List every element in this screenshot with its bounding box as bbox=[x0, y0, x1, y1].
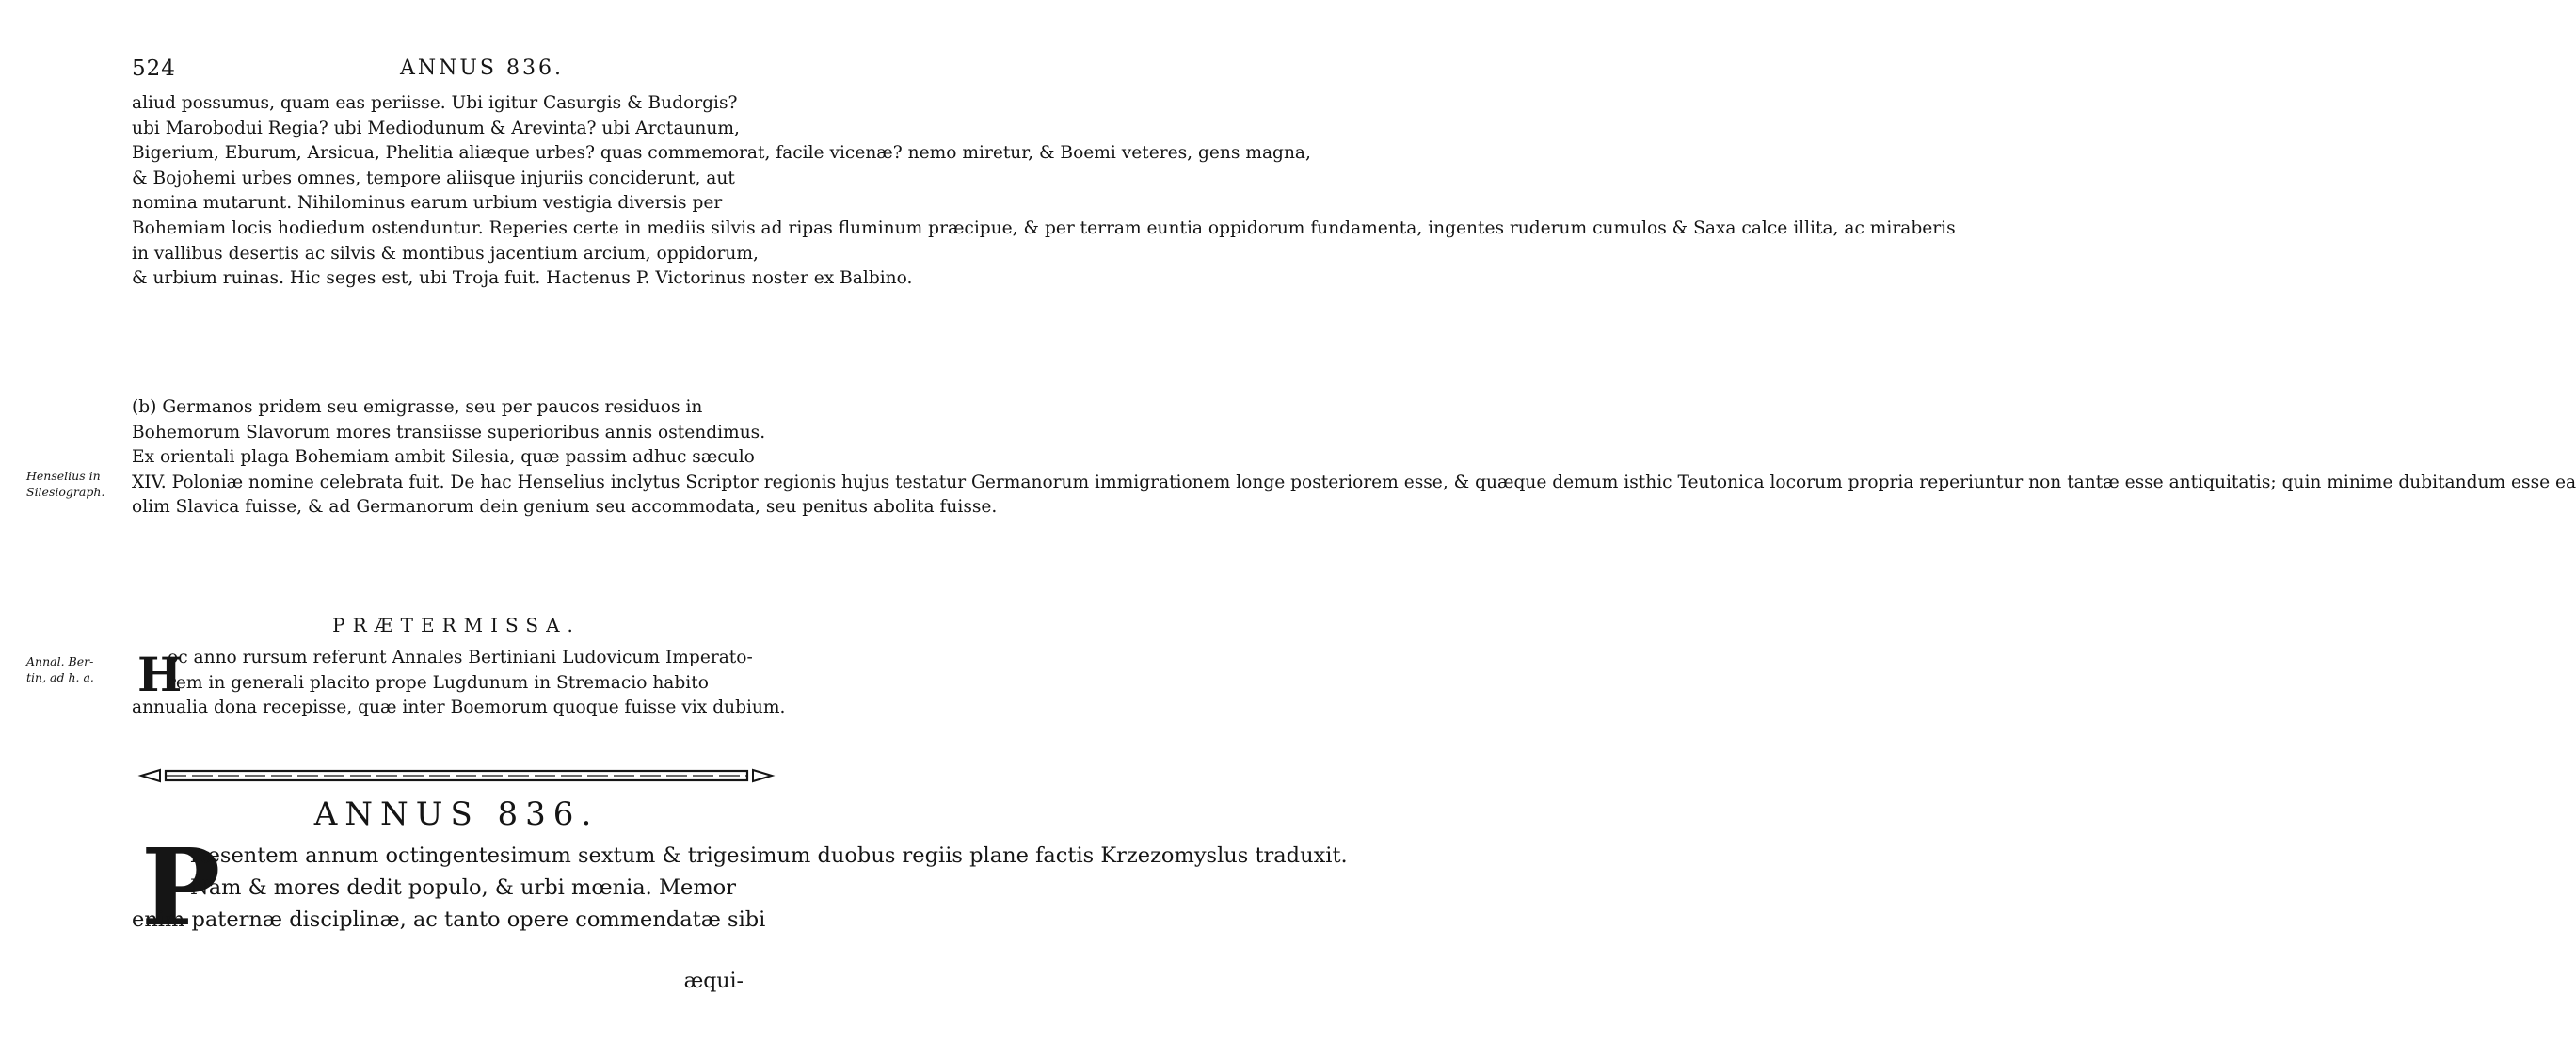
running-title: ANNUS 836. bbox=[400, 56, 564, 80]
margin-note-line: tin, ad h. a. bbox=[26, 670, 94, 684]
divider-end-left bbox=[141, 770, 160, 781]
paragraph-3-continued bbox=[132, 696, 786, 721]
margin-note-line: Annal. Ber- bbox=[26, 654, 94, 668]
text-line: oc anno rursum referunt Annales Bertiniani Ludovicum Imperato- bbox=[168, 648, 753, 667]
margin-note-line: Henselius in bbox=[26, 469, 101, 483]
text-line: Nam & mores dedit populo, & urbi mœnia. Memor bbox=[190, 875, 736, 900]
drop-cap-p: P bbox=[141, 826, 221, 950]
paragraph-3 bbox=[168, 646, 781, 696]
page-header bbox=[132, 56, 781, 85]
text-line: & Bojohemi urbes omnes, tempore aliisque injuriis conciderunt, aut bbox=[132, 168, 735, 188]
text-line: nomina mutarunt. Nihilominus earum urbium vestigia diversis per bbox=[132, 193, 723, 214]
year-heading: ANNUS 836. bbox=[313, 795, 600, 833]
margin-note-line: Silesiograph. bbox=[26, 485, 105, 499]
text-line: ubi Marobodui Regia? ubi Mediodunum & Arevinta? ubi Arctaunum, bbox=[132, 118, 740, 138]
text-line: ræsentem annum octingentesimum sextum & trigesimum duobus regiis plane factis Krzezomyslus traduxit. bbox=[190, 843, 1348, 868]
divider-end-right bbox=[753, 770, 772, 781]
text-line: annualia dona recepisse, quæ inter Boemorum quoque fuisse vix dubium. bbox=[132, 698, 786, 717]
margin-note-henselius bbox=[26, 468, 125, 500]
paragraph-4 bbox=[190, 840, 1348, 904]
paragraph-4-continued bbox=[132, 904, 781, 936]
section-title: PRÆTERMISSA. bbox=[332, 614, 581, 636]
text-line: Bohemorum Slavorum mores transiisse superioribus annis ostendimus. bbox=[132, 422, 766, 442]
catchword: æqui- bbox=[683, 970, 744, 993]
ornamental-divider bbox=[132, 764, 781, 787]
text-line: olim Slavica fuisse, & ad Germanorum dein genium seu accommodata, seu penitus abolita fuisse. bbox=[132, 497, 998, 518]
text-line: Bohemiam locis hodiedum ostenduntur. Reperies certe in mediis silvis ad ripas fluminum præcipue, & per terram euntia oppidorum fundamenta, ingentes ruderum cumulos & Saxa calce illita, ac miraberis bbox=[132, 217, 1956, 238]
text-line: & urbium ruinas. Hic seges est, ubi Troja fuit. Hactenus P. Victorinus noster ex Balbino. bbox=[132, 268, 913, 289]
text-line: Ex orientali plaga Bohemiam ambit Silesia, quæ passim adhuc sæculo bbox=[132, 447, 755, 468]
text-line: enim paternæ disciplinæ, ac tanto opere commendatæ sibi bbox=[132, 907, 766, 932]
text-line: (b) Germanos pridem seu emigrasse, seu per paucos residuos in bbox=[132, 397, 703, 417]
text-line: in vallibus desertis ac silvis & montibus jacentium arcium, oppidorum, bbox=[132, 243, 759, 264]
text-line: aliud possumus, quam eas periisse. Ubi igitur Casurgis & Budorgis? bbox=[132, 93, 738, 113]
text-line: rem in generali placito prope Lugdunum in Stremacio habito bbox=[168, 672, 709, 693]
drop-cap-h: H bbox=[137, 647, 183, 702]
text-line: Bigerium, Eburum, Arsicua, Phelitia aliæque urbes? quas commemorat, facile vicenæ? nemo miretur, & Boemi veteres, gens magna, bbox=[132, 143, 1311, 164]
margin-note-annales bbox=[26, 653, 125, 685]
paragraph-2 bbox=[132, 395, 2576, 521]
paragraph-1 bbox=[132, 91, 1956, 292]
text-line: XIV. Poloniæ nomine celebrata fuit. De hac Henselius inclytus Scriptor regionis hujus testatur Germanorum immigrationem longe posteriorem esse, & quæque demum isthic Teutonica locorum propria reperiuntur non tantæ esse antiquitatis; quin minime dubitandum esse ea bbox=[132, 472, 2576, 492]
page-number: 524 bbox=[132, 56, 176, 81]
